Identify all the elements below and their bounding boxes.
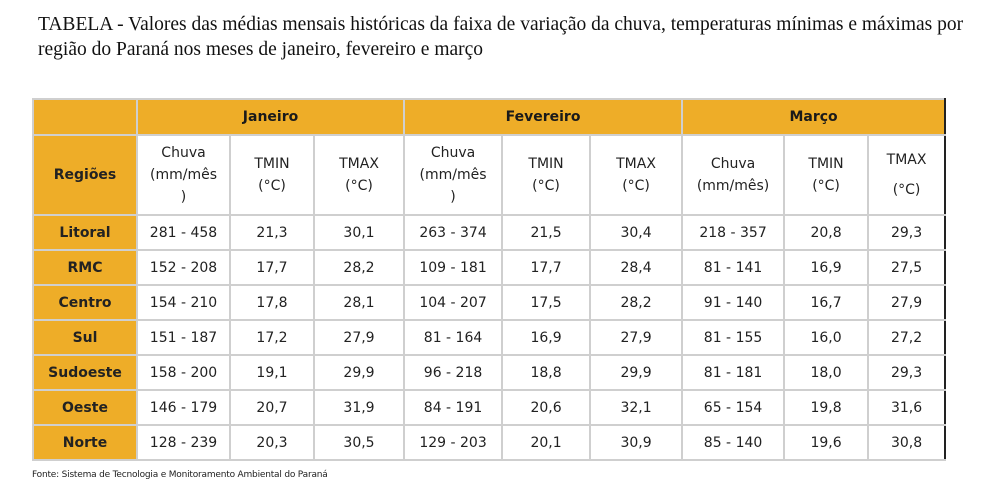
table-row: [33, 250, 945, 285]
fev-tmin-cell: 20,6: [502, 390, 590, 425]
jan-chuva-cell: 281 - 458: [137, 215, 230, 250]
mar-tmax-cell: 27,2: [868, 320, 945, 355]
jan-chuva-cell: 151 - 187: [137, 320, 230, 355]
region-cell: Sudoeste: [33, 355, 137, 390]
table-row: [33, 355, 945, 390]
mar-tmax-cell: 29,3: [868, 215, 945, 250]
month-header-janeiro: Janeiro: [137, 99, 404, 135]
fev-chuva-cell: 104 - 207: [404, 285, 502, 320]
mar-tmax-cell: 29,3: [868, 355, 945, 390]
region-cell: Centro: [33, 285, 137, 320]
chuva-label-line1: Chuva: [430, 145, 476, 161]
fev-tmax-cell: 30,4: [590, 215, 682, 250]
jan-tmax-cell: 31,9: [314, 390, 404, 425]
jan-tmin-cell: 17,2: [230, 320, 314, 355]
jan-tmin-cell: 20,3: [230, 425, 314, 460]
corner-cell: [33, 99, 137, 135]
chuva-label-line3: ): [450, 189, 456, 205]
mar-tmax-cell: 27,9: [868, 285, 945, 320]
column-header-tmax: [868, 135, 945, 215]
tmin-label: TMIN: [808, 156, 844, 172]
chuva-label-line2: (mm/mês: [150, 167, 217, 183]
region-cell: Oeste: [33, 390, 137, 425]
fev-chuva-cell: 263 - 374: [404, 215, 502, 250]
jan-tmin-cell: 17,7: [230, 250, 314, 285]
mar-tmin-cell: 19,6: [784, 425, 868, 460]
table-body: [33, 215, 945, 460]
table-row: [33, 285, 945, 320]
mar-chuva-cell: 65 - 154: [682, 390, 784, 425]
tmin-unit: (°C): [258, 178, 286, 194]
table-row: [33, 215, 945, 250]
climate-table: [32, 98, 946, 461]
fev-tmax-cell: 28,4: [590, 250, 682, 285]
jan-tmin-cell: 19,1: [230, 355, 314, 390]
fev-tmin-cell: 18,8: [502, 355, 590, 390]
jan-tmin-cell: 20,7: [230, 390, 314, 425]
chuva-marco-label: Chuva (mm/mês): [696, 156, 770, 194]
fev-tmax-cell: 29,9: [590, 355, 682, 390]
mar-chuva-cell: 81 - 181: [682, 355, 784, 390]
column-header-regioes: Regiões: [33, 135, 137, 215]
tmax-label: TMAX: [339, 156, 379, 172]
month-header-marco: Março: [682, 99, 945, 135]
mar-tmin-cell: 19,8: [784, 390, 868, 425]
mar-chuva-cell: 218 - 357: [682, 215, 784, 250]
column-header-tmin: [230, 135, 314, 215]
mar-tmax-cell: 31,6: [868, 390, 945, 425]
fev-chuva-cell: 96 - 218: [404, 355, 502, 390]
column-header-tmin: [502, 135, 590, 215]
tmin-unit: (°C): [812, 178, 840, 194]
table-row: [33, 390, 945, 425]
tmax-unit: (°C): [892, 182, 921, 198]
column-header-tmax: [314, 135, 404, 215]
tmin-label: TMIN: [528, 156, 564, 172]
mar-chuva-cell: 81 - 141: [682, 250, 784, 285]
region-cell: Norte: [33, 425, 137, 460]
jan-tmax-cell: 28,2: [314, 250, 404, 285]
jan-tmax-cell: 27,9: [314, 320, 404, 355]
fev-tmax-cell: 30,9: [590, 425, 682, 460]
mar-tmin-cell: 16,7: [784, 285, 868, 320]
column-header-tmin: [784, 135, 868, 215]
fev-chuva-cell: 129 - 203: [404, 425, 502, 460]
mar-chuva-cell: 85 - 140: [682, 425, 784, 460]
table-row: [33, 425, 945, 460]
tmax-unit: (°C): [622, 178, 650, 194]
mar-tmin-cell: 20,8: [784, 215, 868, 250]
mar-tmax-cell: 30,8: [868, 425, 945, 460]
mar-chuva-cell: 81 - 155: [682, 320, 784, 355]
jan-tmin-cell: 17,8: [230, 285, 314, 320]
tmax-label: TMAX: [886, 152, 927, 168]
column-header-row: [33, 135, 945, 215]
mar-tmax-cell: 27,5: [868, 250, 945, 285]
fev-tmax-cell: 27,9: [590, 320, 682, 355]
mar-tmin-cell: 16,0: [784, 320, 868, 355]
fev-tmin-cell: 16,9: [502, 320, 590, 355]
jan-tmin-cell: 21,3: [230, 215, 314, 250]
region-cell: RMC: [33, 250, 137, 285]
jan-chuva-cell: 146 - 179: [137, 390, 230, 425]
mar-chuva-cell: 91 - 140: [682, 285, 784, 320]
jan-chuva-cell: 152 - 208: [137, 250, 230, 285]
tmin-label: TMIN: [254, 156, 290, 172]
chuva-label-line2: (mm/mês: [419, 167, 487, 183]
month-header-row: [33, 99, 945, 135]
tmax-unit: (°C): [345, 178, 373, 194]
jan-chuva-cell: 128 - 239: [137, 425, 230, 460]
column-header-chuva-marco: [682, 135, 784, 215]
fev-tmax-cell: 32,1: [590, 390, 682, 425]
jan-tmax-cell: 28,1: [314, 285, 404, 320]
jan-tmax-cell: 30,1: [314, 215, 404, 250]
fev-tmax-cell: 28,2: [590, 285, 682, 320]
jan-tmax-cell: 30,5: [314, 425, 404, 460]
tmax-label: TMAX: [616, 156, 656, 172]
chuva-label-line1: Chuva: [161, 145, 206, 161]
fev-tmin-cell: 17,5: [502, 285, 590, 320]
jan-chuva-cell: 158 - 200: [137, 355, 230, 390]
fev-tmin-cell: 17,7: [502, 250, 590, 285]
month-header-fevereiro: Fevereiro: [404, 99, 682, 135]
column-header-tmax: [590, 135, 682, 215]
fev-chuva-cell: 84 - 191: [404, 390, 502, 425]
fev-tmin-cell: 21,5: [502, 215, 590, 250]
jan-chuva-cell: 154 - 210: [137, 285, 230, 320]
jan-tmax-cell: 29,9: [314, 355, 404, 390]
column-header-chuva: [404, 135, 502, 215]
column-header-chuva: [137, 135, 230, 215]
fev-chuva-cell: 109 - 181: [404, 250, 502, 285]
chuva-label-line3: ): [180, 189, 187, 205]
mar-tmin-cell: 16,9: [784, 250, 868, 285]
table-row: [33, 320, 945, 355]
fev-chuva-cell: 81 - 164: [404, 320, 502, 355]
mar-tmin-cell: 18,0: [784, 355, 868, 390]
source-note: Fonte: Sistema de Tecnologia e Monitoramento Ambiental do Paraná: [32, 470, 328, 480]
tmin-unit: (°C): [532, 178, 560, 194]
region-cell: Litoral: [33, 215, 137, 250]
fev-tmin-cell: 20,1: [502, 425, 590, 460]
region-cell: Sul: [33, 320, 137, 355]
table-title: TABELA - Valores das médias mensais históricas da faixa de variação da chuva, temperaturas mínimas e máximas por região do Paraná nos meses de janeiro, fevereiro e março: [38, 14, 964, 60]
